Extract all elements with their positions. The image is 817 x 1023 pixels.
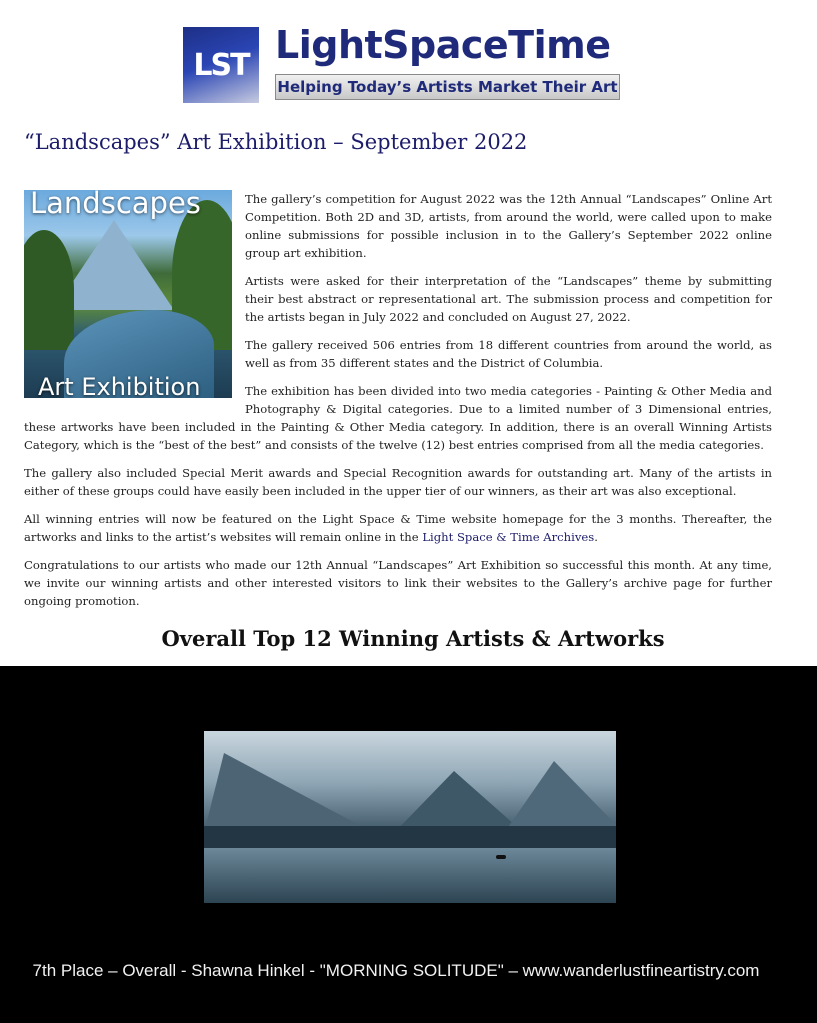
site-header [183, 23, 623, 103]
paragraph-congratulations: Congratulations to our artists who made our 12th Annual “Landscapes” Art Exhibition so successful this month. At any time, we invite our winning artists and other interested visitors to link their websites to the Gallery’s archive page for further ongoing promotion. [24, 558, 772, 608]
brand-name[interactable]: LightSpaceTime [275, 23, 611, 67]
paragraph-intro: The gallery’s competition for August 2022 was the 12th Annual “Landscapes” Online Art Competition. Both 2D and 3D, artists, from around the world, were called upon to make online submissions for possible inclusion in to the Gallery’s September 2022 online group art exhibition. [245, 192, 772, 260]
feature-image-title: Landscapes [30, 190, 201, 220]
feature-image-subtitle: Art Exhibition [38, 373, 201, 398]
lst-logo[interactable] [183, 27, 259, 103]
mountain-peak-left [204, 753, 374, 833]
page-title: “Landscapes” Art Exhibition – September 2022 [24, 130, 528, 154]
paragraph-theme: Artists were asked for their interpretation of the “Landscapes” theme by submitting their best abstract or representational art. The submission process and competition for the artists began in July 2022 and concluded on August 27, 2022. [245, 274, 772, 324]
archives-text-before: All winning entries will now be featured on the Light Space & Time website homepage for the 3 months. Thereafter, the artworks and links to the artist’s websites will remain online in the [24, 512, 772, 544]
paragraph-archives [24, 510, 772, 546]
article-body [24, 190, 772, 620]
paragraph-entries: The gallery received 506 entries from 18 different countries from around the world, as well as from 35 different states and the District of Columbia. [245, 338, 772, 370]
landscapes-feature-image [24, 190, 232, 398]
lake-water [204, 848, 616, 903]
artwork-image[interactable] [204, 731, 616, 903]
brand-tagline: Helping Today’s Artists Market Their Art [275, 74, 620, 100]
boat-shape [496, 855, 506, 859]
forest-band [204, 826, 616, 848]
logo-text: LST [193, 47, 249, 83]
winner-gallery [0, 666, 817, 1023]
archives-text-after: . [594, 530, 598, 544]
archives-link[interactable]: Light Space & Time Archives [422, 530, 595, 544]
artwork-caption: 7th Place – Overall - Shawna Hinkel - "MORNING SOLITUDE" – www.wanderlustfineartistry.com [32, 961, 760, 980]
paragraph-categories: The exhibition has been divided into two media categories - Painting & Other Media and Photography & Digital categories. Due to a limited number of 3 Dimensional entries, these artworks have been included in the Painting & Other Media category. In addition, there is an overall Winning Artists Category, which is the “best of the best” and consists of the twelve (12) best entries comprised from all the media categories. [24, 384, 772, 452]
paragraph-awards: The gallery also included Special Merit awards and Special Recognition awards for outstanding art. Many of the artists in either of these groups could have easily been included in the upper tier of our winners, as their art was also exceptional. [24, 466, 772, 498]
mountain-peak-right [504, 761, 616, 833]
winners-section-title: Overall Top 12 Winning Artists & Artworks [161, 626, 665, 651]
